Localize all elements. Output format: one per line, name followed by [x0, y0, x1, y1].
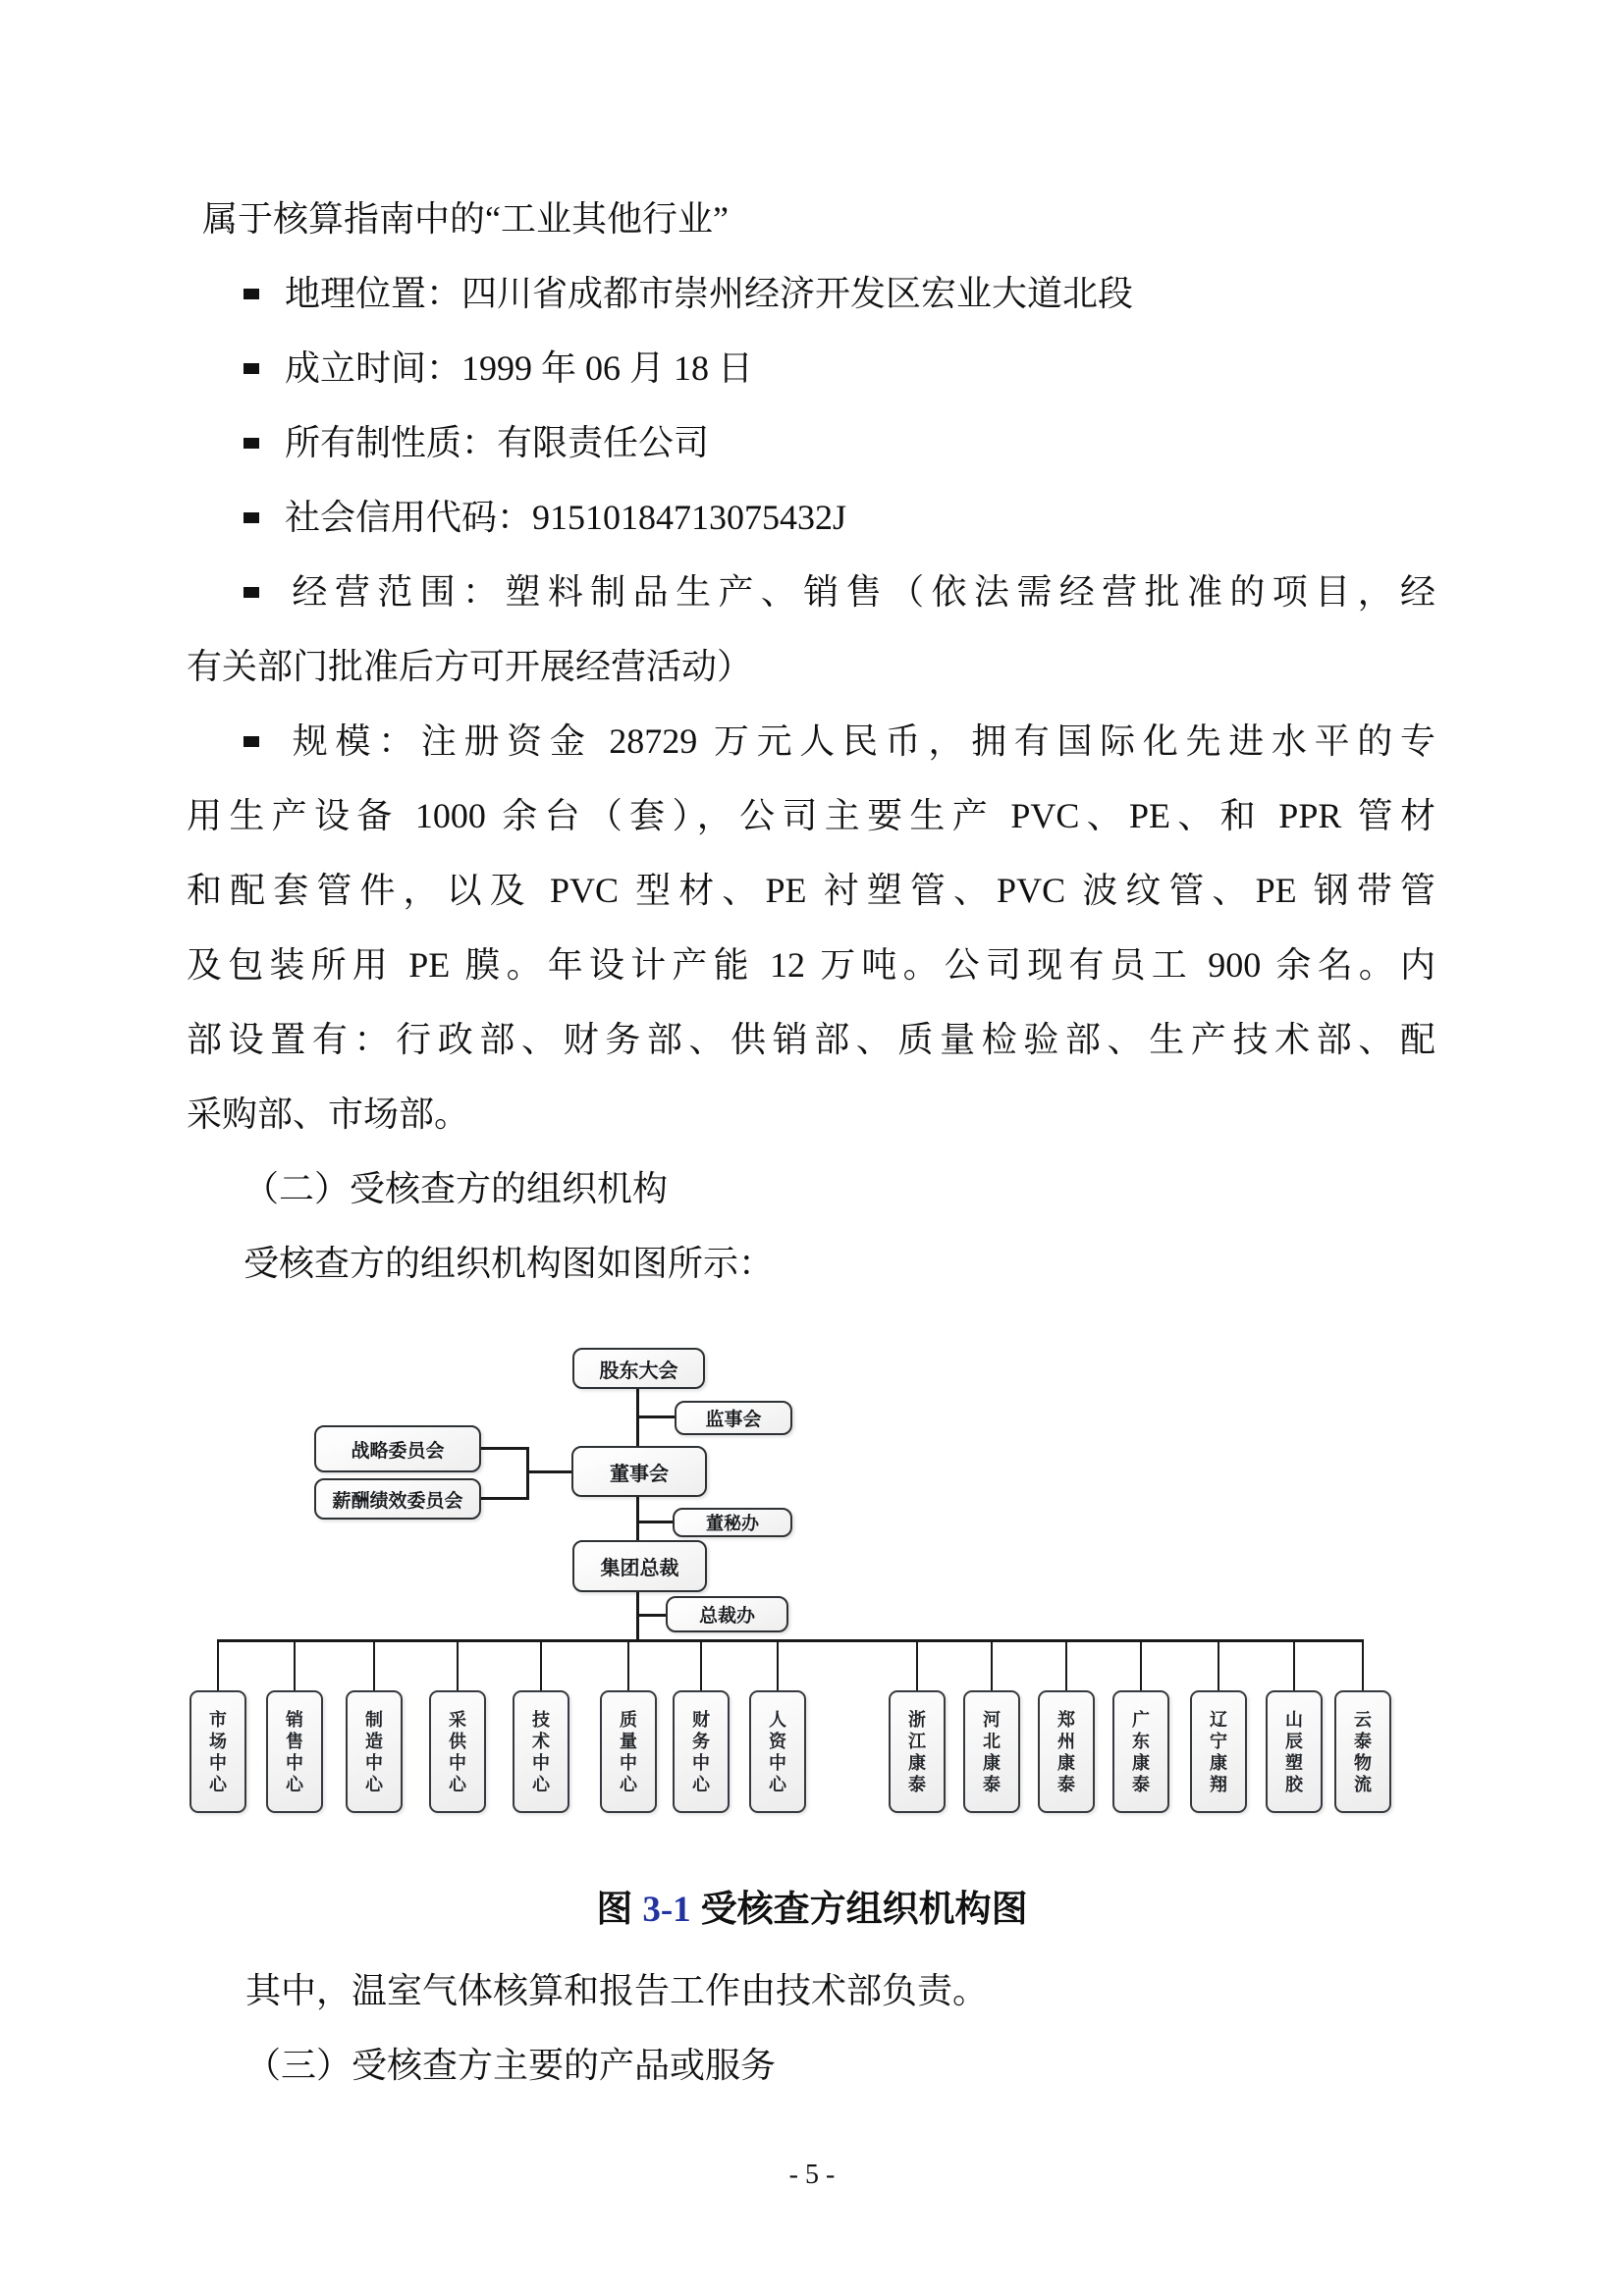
org-node-supervisory-board: 监事会	[675, 1401, 792, 1435]
connector-line	[1293, 1641, 1295, 1690]
org-node-strategy-committee: 战略委员会	[314, 1425, 481, 1472]
org-node-zhengzhou-kangtai	[1038, 1690, 1095, 1813]
connector-line	[526, 1470, 571, 1473]
bullet-founded-text: 成立时间：1999 年 06 月 18 日	[285, 348, 754, 388]
connector-line	[1362, 1641, 1364, 1690]
org-node-zhejiang-kangtai	[889, 1690, 946, 1813]
connector-line	[1218, 1641, 1219, 1690]
figure-caption	[0, 1883, 1624, 1938]
figure-caption-title: 受核查方组织机构图	[700, 1890, 1028, 1930]
connector-line	[481, 1447, 528, 1450]
connector-line	[1140, 1641, 1142, 1690]
org-node-label: 云泰物流	[1354, 1709, 1372, 1794]
body-text	[187, 182, 1435, 1301]
org-node-technology-center	[513, 1690, 569, 1813]
bullet-ownership	[187, 405, 1435, 480]
scale-line-4: 及包装所用 PE 膜。年设计产能 12 万吨。公司现有员工 900 余名。内	[187, 945, 1435, 985]
org-node-label: 采供中心	[449, 1709, 466, 1794]
org-node-label: 财务中心	[692, 1709, 710, 1794]
org-node-procurement-center	[429, 1690, 486, 1813]
bullet-location	[187, 256, 1435, 331]
org-node-board-secretary-office: 董秘办	[673, 1508, 792, 1537]
section3-heading: （三）受核查方主要的产品或服务	[245, 2046, 777, 2085]
org-node-guangdong-kangtai	[1112, 1690, 1169, 1813]
scale-line-5: 部设置有：行政部、财务部、供销部、质量检验部、生产技术部、配	[187, 1020, 1435, 1059]
org-node-label: 辽宁康翔	[1210, 1709, 1227, 1794]
scale-line-2: 用生产设备 1000 余台（套），公司主要生产 PVC、PE、和 PPR 管材	[187, 796, 1435, 835]
bullet-icon	[244, 512, 259, 523]
bullet-location-text: 地理位置：四川省成都市崇州经济开发区宏业大道北段	[285, 274, 1134, 313]
figure-caption-prefix: 图	[596, 1890, 633, 1930]
bullet-ownership-text: 所有制性质：有限责任公司	[285, 423, 710, 462]
connector-line	[991, 1641, 993, 1690]
org-node-compensation-committee: 薪酬绩效委员会	[314, 1478, 481, 1520]
bullet-scale	[187, 704, 1435, 778]
connector-line	[373, 1641, 375, 1690]
org-node-yuntai-wuliu	[1334, 1690, 1391, 1813]
intro-line: 属于核算指南中的“工业其他行业”	[202, 199, 729, 239]
org-node-quality-center	[600, 1690, 657, 1813]
bullet-icon	[244, 736, 259, 747]
org-node-sales-center	[266, 1690, 323, 1813]
scale-line-6: 采购部、市场部。	[187, 1095, 470, 1134]
connector-line	[217, 1639, 1364, 1642]
connector-line	[636, 1389, 639, 1446]
connector-line	[916, 1641, 918, 1690]
org-node-manufacturing-center	[346, 1690, 403, 1813]
org-node-label: 河北康泰	[983, 1709, 1001, 1794]
org-node-shanchen-sujiao	[1266, 1690, 1323, 1813]
bullet-founded	[187, 331, 1435, 405]
connector-line	[637, 1521, 673, 1523]
bullet-business-scope	[187, 555, 1435, 629]
connector-line	[700, 1641, 702, 1690]
page-number: - 5 -	[788, 2160, 836, 2190]
connector-line	[540, 1641, 542, 1690]
after-figure-text: 其中，温室气体核算和报告工作由技术部负责。	[245, 1971, 989, 2010]
connector-line	[481, 1497, 528, 1500]
scale-line-3: 和配套管件，以及 PVC 型材、PE 衬塑管、PVC 波纹管、PE 钢带管	[187, 871, 1435, 910]
bullet-icon	[244, 587, 259, 598]
org-node-hr-center	[749, 1690, 806, 1813]
org-node-label: 郑州康泰	[1057, 1709, 1075, 1794]
bullet-business-scope-text: 经营范围：塑料制品生产、销售（依法需经营批准的项目，经	[285, 572, 1435, 612]
bullet-credit-code	[187, 480, 1435, 555]
connector-line	[1065, 1641, 1067, 1690]
connector-line	[636, 1592, 639, 1641]
section2-intro: 受核查方的组织机构图如图所示：	[244, 1244, 775, 1283]
org-node-liaoning-kangxiang	[1190, 1690, 1247, 1813]
connector-line	[637, 1614, 666, 1617]
connector-line	[294, 1641, 296, 1690]
org-node-label: 广东康泰	[1132, 1709, 1150, 1794]
org-node-label: 质量中心	[620, 1709, 637, 1794]
org-node-finance-center	[673, 1690, 730, 1813]
org-node-shareholders-meeting: 股东大会	[572, 1348, 705, 1389]
connector-line	[636, 1497, 639, 1540]
org-node-group-president: 集团总裁	[572, 1540, 707, 1592]
connector-line	[637, 1415, 675, 1418]
org-node-president-office: 总裁办	[666, 1596, 788, 1632]
org-node-label: 浙江康泰	[908, 1709, 926, 1794]
connector-line	[777, 1641, 779, 1690]
bullet-credit-code-text: 社会信用代码：91510184713075432J	[285, 498, 847, 537]
bullet-icon	[244, 363, 259, 374]
business-scope-continued: 有关部门批准后方可开展经营活动）	[187, 647, 753, 686]
bullet-icon	[244, 438, 259, 449]
bullet-icon	[244, 289, 259, 299]
org-node-label: 人资中心	[769, 1709, 786, 1794]
section2-heading: （二）受核查方的组织机构	[244, 1169, 669, 1208]
org-node-label: 技术中心	[532, 1709, 550, 1794]
figure-caption-number: 3-1	[642, 1890, 691, 1930]
org-node-hebei-kangtai	[963, 1690, 1020, 1813]
org-node-board-of-directors: 董事会	[571, 1446, 707, 1497]
connector-line	[217, 1641, 219, 1690]
org-node-label: 山辰塑胶	[1285, 1709, 1303, 1794]
connector-line	[457, 1641, 459, 1690]
org-node-label: 市场中心	[209, 1709, 227, 1794]
org-node-label: 制造中心	[365, 1709, 383, 1794]
connector-line	[627, 1641, 629, 1690]
connector-line	[526, 1447, 529, 1500]
org-node-label: 销售中心	[286, 1709, 303, 1794]
bullet-scale-text: 规模：注册资金 28729 万元人民币，拥有国际化先进水平的专	[285, 721, 1435, 761]
org-node-marketing-center	[189, 1690, 246, 1813]
